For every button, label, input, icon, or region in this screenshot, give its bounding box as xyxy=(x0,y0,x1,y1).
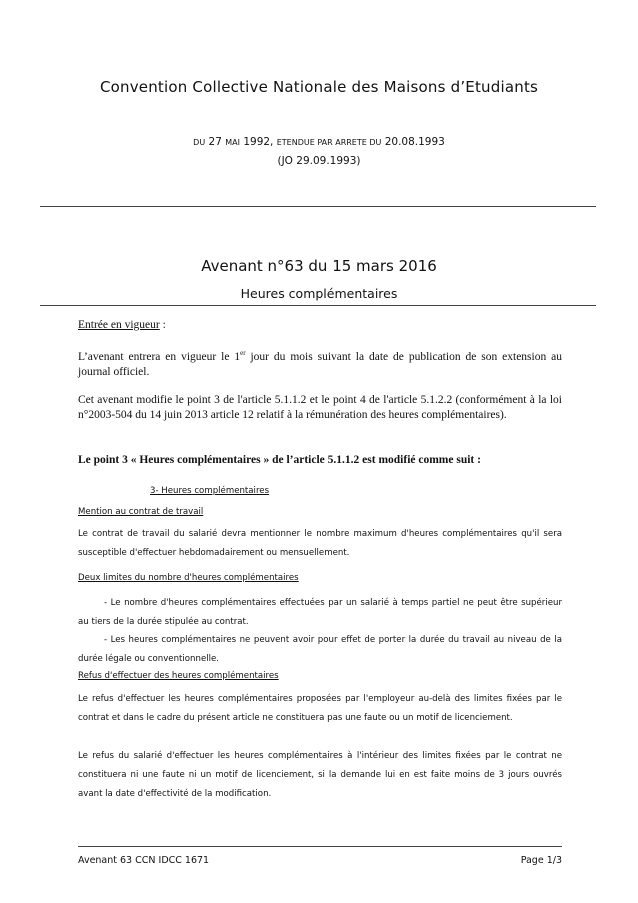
header-divider xyxy=(40,206,596,207)
jo-reference: (JO 29.09.1993) xyxy=(277,155,361,167)
para1-text-b: jour du mois suivant la date de publication de son extension au journal officiel. xyxy=(78,350,562,378)
paragraph-entry-into-force xyxy=(78,346,562,380)
year-label: 1992, xyxy=(243,136,274,148)
convention-date-line xyxy=(0,136,638,148)
du-label: DU xyxy=(193,138,206,147)
para1-superscript: er xyxy=(240,349,246,357)
footer-divider xyxy=(78,846,562,847)
limite-two: - Les heures complémentaires ne peuvent avoir pour effet de porter la durée du travail au niveau de la durée légale ou conventionnelle. xyxy=(78,635,562,664)
limite-one: - Le nombre d'heures complémentaires effectuées par un salarié à temps partiel ne peut être supérieur au tiers de la durée stipulée au contrat. xyxy=(78,598,562,627)
footer-page-number: Page 1/3 xyxy=(520,855,562,866)
para1-text-a: L’avenant entrera en vigueur le 1 xyxy=(78,350,241,363)
month-label: MAI xyxy=(225,138,240,147)
heading-mention: Mention au contrat de travail xyxy=(78,507,204,517)
entree-line xyxy=(78,318,562,333)
document-title: Convention Collective Nationale des Maisons d’Etudiants xyxy=(99,78,539,96)
date-number: 27 xyxy=(208,136,222,148)
arrete-date: 20.08.1993 xyxy=(384,136,445,148)
entree-heading: Entrée en vigueur xyxy=(78,319,160,331)
paragraph-modification: Cet avenant modifie le point 3 de l'article 5.1.1.2 et le point 4 de l'article 5.1.2.2 (conformément à la loi n°2003-504 du 14 juin 2013 article 12 relatif à la rémunération des heures complémentaires). xyxy=(78,394,562,421)
section-title: 3- Heures complémentaires xyxy=(150,486,270,496)
subtitle-divider xyxy=(40,305,596,306)
entree-colon: : xyxy=(162,319,166,331)
etendue-label: ETENDUE PAR ARRETE DU xyxy=(276,138,382,147)
mention-text: Le contrat de travail du salarié devra mentionner le nombre maximum d'heures complémentaires qu'il sera susceptible d'effectuer hebdomadairement ou mensuellement. xyxy=(78,529,562,558)
avenant-subtitle: Heures complémentaires xyxy=(240,286,398,301)
avenant-title: Avenant n°63 du 15 mars 2016 xyxy=(201,257,437,275)
refus-one: Le refus d'effectuer les heures complémentaires proposées par l'employeur au-delà des limites fixées par le contrat et dans le cadre du présent article ne constituera pas une faute ou un motif de licenciement. xyxy=(78,694,562,723)
heading-limites: Deux limites du nombre d'heures complémentaires xyxy=(78,573,299,583)
heading-refus: Refus d'effectuer des heures complémentaires xyxy=(78,671,279,681)
refus-two: Le refus du salarié d'effectuer les heures complémentaires à l'intérieur des limites fixées par le contrat ne constituera ni une faute ni un motif de licenciement, si la demande lui en est faite moins de 3 jours ouvrés avant la date d'effectivité de la modification. xyxy=(78,751,562,799)
paragraph-point3: Le point 3 « Heures complémentaires » de l’article 5.1.1.2 est modifié comme suit : xyxy=(78,454,481,466)
footer-left: Avenant 63 CCN IDCC 1671 xyxy=(78,855,210,866)
